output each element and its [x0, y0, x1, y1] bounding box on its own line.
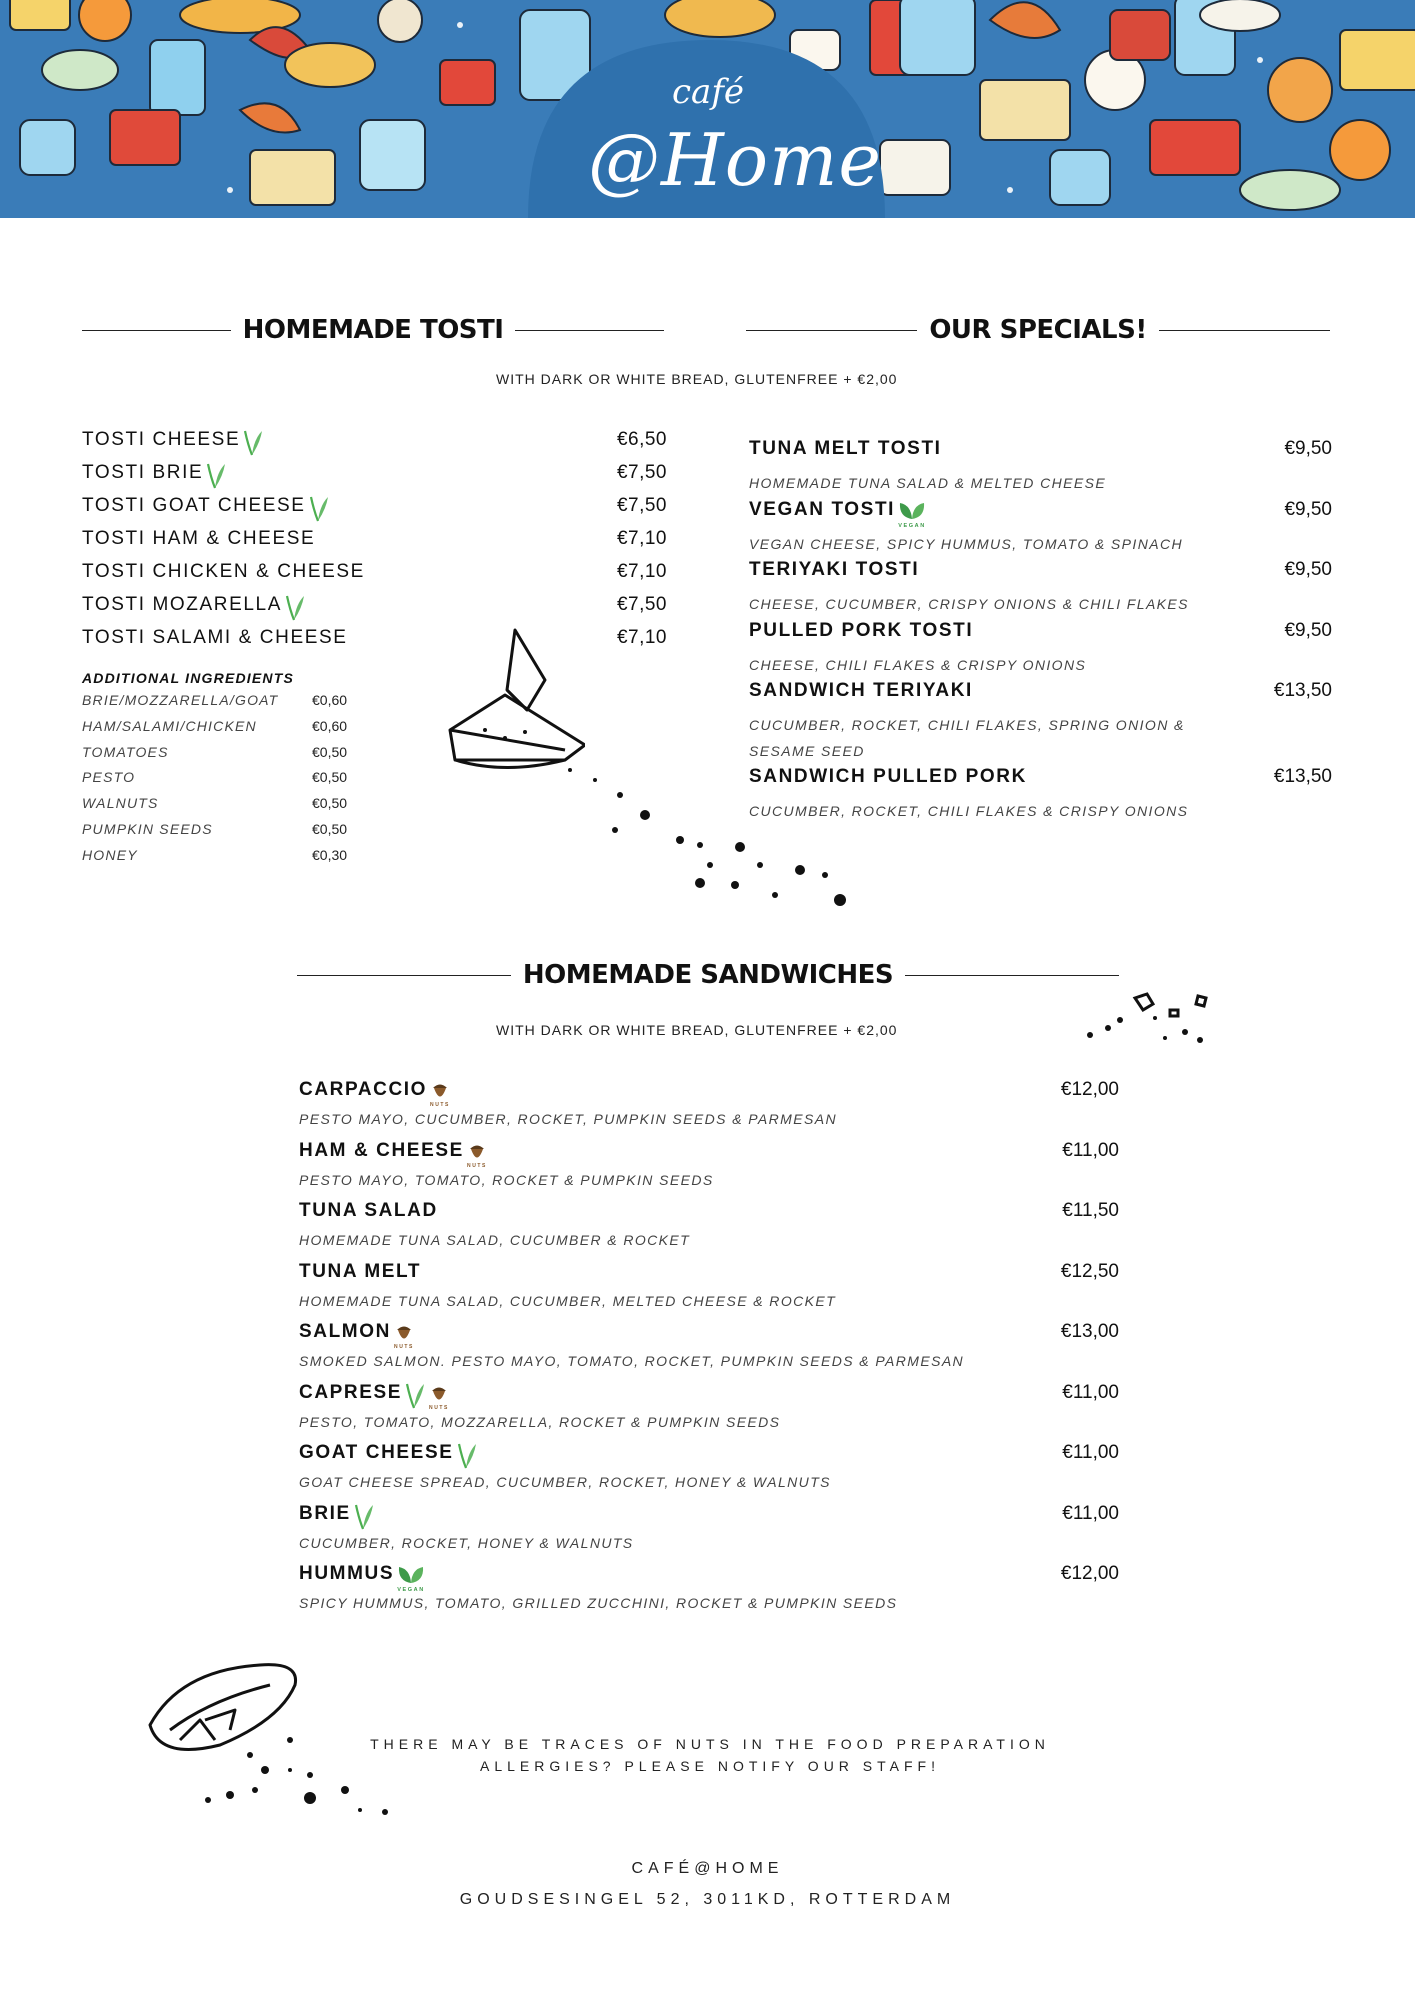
special-item-price: €9,50: [1284, 619, 1332, 641]
additional-item-name: PUMPKIN SEEDS: [82, 820, 213, 837]
tosti-item-price: €7,50: [616, 495, 667, 516]
additional-item: [82, 738, 362, 764]
tosti-item: [82, 491, 667, 524]
additional-item: [82, 841, 362, 867]
additional-item-name: TOMATOES: [82, 743, 169, 760]
tosti-item-name: TOSTI GOAT CHEESE: [82, 495, 330, 523]
nuts-icon: [464, 1140, 488, 1168]
sandwich-item-desc: HOMEMADE TUNA SALAD, CUCUMBER & ROCKET: [299, 1232, 691, 1248]
sandwich-item-desc: PESTO MAYO, CUCUMBER, ROCKET, PUMPKIN SEEDS & PARMESAN: [299, 1111, 837, 1127]
tosti-item-price: €7,50: [616, 462, 667, 483]
additional-item-price: €0,30: [312, 846, 348, 863]
sandwich-item: [299, 1499, 1119, 1560]
sandwiches-bread-note: WITH DARK OR WHITE BREAD, GLUTENFREE + €2,00: [496, 1022, 898, 1038]
special-item: [749, 676, 1332, 762]
tosti-item-price: €7,10: [616, 561, 667, 582]
additional-item-price: €0,60: [312, 717, 348, 734]
special-item: [749, 434, 1332, 495]
crumbs-doodle: [550, 765, 880, 915]
sandwich-item-name: CAPRESE NUTS: [299, 1381, 450, 1410]
sandwiches-list: [299, 1075, 1119, 1620]
additional-item-price: €0,60: [312, 692, 348, 708]
additional-item: [82, 686, 362, 712]
tosti-item: [82, 557, 667, 590]
sandwich-item: [299, 1559, 1119, 1620]
sandwich-item: [299, 1317, 1119, 1378]
sandwich-item: [299, 1257, 1119, 1318]
special-item: [749, 555, 1332, 616]
svg-text:VEGAN: VEGAN: [397, 1587, 425, 1593]
sandwiches-heading: [297, 960, 1119, 990]
additional-item-name: WALNUTS: [82, 795, 159, 812]
additional-item-name: BRIE/MOZZARELLA/GOAT: [82, 692, 279, 708]
tosti-item-name: TOSTI CHICKEN & CHEESE: [82, 561, 365, 582]
additional-title: ADDITIONAL INGREDIENTS: [82, 670, 295, 686]
special-item-name: SANDWICH PULLED PORK: [749, 766, 1027, 787]
tosti-item-price: €7,10: [616, 528, 667, 549]
sandwich-item-price: €11,00: [1062, 1502, 1119, 1524]
sandwich-item: [299, 1438, 1119, 1499]
svg-text:NUTS: NUTS: [430, 1102, 451, 1107]
sandwich-item-name: CARPACCIO NUTS: [299, 1079, 451, 1107]
nuts-icon: [427, 1079, 451, 1107]
heading-rule: [297, 975, 511, 976]
crumbs-doodle: [1080, 990, 1210, 1050]
sandwich-item-desc: PESTO MAYO, TOMATO, ROCKET & PUMPKIN SEEDS: [299, 1171, 714, 1188]
vegan-icon: [394, 1563, 426, 1593]
allergy-notice: [330, 1733, 1090, 1777]
additional-item-price: €0,50: [312, 820, 348, 837]
bread-note: WITH DARK OR WHITE BREAD, GLUTENFREE + €2,00: [496, 371, 898, 387]
notice-line-1: THERE MAY BE TRACES OF NUTS IN THE FOOD PREPARATION: [370, 1736, 1050, 1752]
special-item: [749, 616, 1332, 677]
sandwich-item: [299, 1196, 1119, 1257]
tosti-item-name: TOSTI MOZARELLA: [82, 594, 306, 622]
sandwich-item-name: BRIE: [299, 1503, 375, 1531]
special-item-desc: HOMEMADE TUNA SALAD & MELTED CHEESE: [749, 475, 1107, 491]
additional-item-name: PESTO: [82, 769, 136, 786]
vegetarian-leaf-icon: [351, 1503, 375, 1524]
additional-ingredients: [82, 670, 362, 867]
sandwich-item-name: TUNA SALAD: [299, 1200, 438, 1221]
logo-cafe-text: café: [672, 72, 745, 112]
tosti-item-name: TOSTI BRIE: [82, 462, 227, 490]
sandwich-item-price: €11,50: [1062, 1200, 1119, 1221]
special-item-price: €13,50: [1273, 766, 1332, 787]
sandwich-item-name: TUNA MELT: [299, 1260, 422, 1282]
tosti-heading-text: HOMEMADE TOSTI: [242, 315, 504, 345]
additional-item: [82, 815, 362, 841]
sandwich-item-price: €11,00: [1062, 1442, 1119, 1463]
sandwich-item-name: GOAT CHEESE: [299, 1442, 478, 1470]
specials-heading-text: OUR SPECIALS!: [929, 315, 1147, 345]
heading-rule: [82, 330, 231, 331]
sandwich-item-price: €12,00: [1060, 1079, 1119, 1100]
special-item-desc: CUCUMBER, ROCKET, CHILI FLAKES, SPRING ONION & SESAME SEED: [749, 717, 1185, 759]
special-item-desc: VEGAN CHEESE, SPICY HUMMUS, TOMATO & SPINACH: [749, 535, 1183, 552]
svg-text:NUTS: NUTS: [466, 1162, 487, 1168]
special-item-price: €13,50: [1273, 680, 1332, 701]
heading-rule: [746, 330, 917, 331]
special-item: [749, 495, 1332, 556]
notice-line-2: ALLERGIES? PLEASE NOTIFY OUR STAFF!: [479, 1758, 940, 1774]
tosti-item: [82, 524, 667, 557]
special-item-desc: CHEESE, CUCUMBER, CRISPY ONIONS & CHILI FLAKES: [749, 596, 1189, 612]
special-item-name: TERIYAKI TOSTI: [749, 559, 920, 580]
sandwich-item-desc: PESTO, TOMATO, MOZZARELLA, ROCKET & PUMPKIN SEEDS: [299, 1413, 781, 1430]
svg-text:NUTS: NUTS: [393, 1344, 414, 1349]
sandwich-item-desc: HOMEMADE TUNA SALAD, CUCUMBER, MELTED CHEESE & ROCKET: [299, 1292, 837, 1309]
svg-text:VEGAN: VEGAN: [898, 522, 926, 529]
additional-item: [82, 712, 362, 738]
sandwich-item-desc: GOAT CHEESE SPREAD, CUCUMBER, ROCKET, HONEY & WALNUTS: [299, 1474, 831, 1490]
additional-item-name: HAM/SALAMI/CHICKEN: [82, 717, 257, 734]
special-item-price: €9,50: [1284, 438, 1332, 459]
header-banner: [0, 0, 1415, 218]
footer-name: CAFÉ@HOME: [631, 1860, 784, 1877]
sandwich-item-name: HAM & CHEESE NUTS: [299, 1139, 487, 1168]
sandwich-item-desc: SMOKED SALMON. PESTO MAYO, TOMATO, ROCKET, PUMPKIN SEEDS & PARMESAN: [299, 1353, 965, 1369]
tosti-item-name: TOSTI CHEESE: [82, 429, 264, 457]
tosti-item-name: TOSTI SALAMI & CHEESE: [82, 627, 348, 648]
heading-rule: [1159, 330, 1330, 331]
vegan-icon: [895, 499, 927, 529]
footer: [300, 1853, 1115, 1915]
vegetarian-leaf-icon: [306, 495, 330, 516]
special-item-name: PULLED PORK TOSTI: [749, 619, 974, 641]
additional-item-price: €0,50: [312, 743, 348, 760]
additional-item: [82, 789, 362, 815]
additional-item-name: HONEY: [82, 846, 138, 863]
special-item-desc: CHEESE, CHILI FLAKES & CRISPY ONIONS: [749, 656, 1087, 673]
vegetarian-leaf-icon: [454, 1442, 478, 1463]
sandwich-item-name: SALMON NUTS: [299, 1321, 414, 1349]
heading-rule: [905, 975, 1119, 976]
heading-rule: [515, 330, 664, 331]
nuts-icon: [391, 1321, 415, 1349]
special-item-price: €9,50: [1284, 498, 1332, 520]
sandwich-item-desc: SPICY HUMMUS, TOMATO, GRILLED ZUCCHINI, ROCKET & PUMPKIN SEEDS: [299, 1595, 898, 1611]
sandwich-item-price: €13,00: [1060, 1321, 1119, 1342]
sandwich-item: [299, 1075, 1119, 1136]
sandwich-item: [299, 1136, 1119, 1197]
special-item-desc: CUCUMBER, ROCKET, CHILI FLAKES & CRISPY ONIONS: [749, 803, 1189, 819]
toastie-doodle-icon: [445, 620, 585, 785]
tosti-item: [82, 425, 667, 458]
tosti-item: [82, 590, 667, 623]
special-item-price: €9,50: [1284, 559, 1332, 580]
additional-item-price: €0,50: [312, 795, 348, 812]
additional-item: [82, 763, 362, 789]
footer-address: GOUDSESINGEL 52, 3011KD, ROTTERDAM: [459, 1891, 956, 1908]
sandwich-item: [299, 1378, 1119, 1439]
svg-text:NUTS: NUTS: [429, 1404, 450, 1410]
sandwich-item-name: HUMMUS VEGAN: [299, 1563, 425, 1593]
special-item-name: TUNA MELT TOSTI: [749, 438, 942, 459]
special-item-name: SANDWICH TERIYAKI: [749, 680, 973, 701]
tosti-item-price: €6,50: [616, 429, 667, 450]
vegetarian-leaf-icon: [402, 1382, 426, 1403]
vegetarian-leaf-icon: [203, 462, 227, 483]
specials-heading: [746, 315, 1330, 345]
vegetarian-leaf-icon: [282, 594, 306, 615]
sandwiches-heading-text: HOMEMADE SANDWICHES: [522, 960, 894, 990]
sandwich-item-price: €12,50: [1060, 1260, 1119, 1282]
tosti-heading: [82, 315, 664, 345]
sandwich-item-desc: CUCUMBER, ROCKET, HONEY & WALNUTS: [299, 1534, 634, 1551]
special-item-name: VEGAN TOSTI VEGAN: [749, 498, 926, 529]
additional-item-price: €0,50: [312, 769, 348, 786]
vegetarian-leaf-icon: [240, 429, 264, 450]
sandwich-item-price: €11,00: [1062, 1381, 1119, 1403]
nuts-icon: [426, 1382, 450, 1410]
sandwich-item-price: €12,00: [1060, 1563, 1119, 1584]
tosti-item-price: €7,10: [616, 627, 667, 648]
tosti-item: [82, 458, 667, 491]
sandwich-item-price: €11,00: [1062, 1139, 1119, 1161]
tosti-item-price: €7,50: [616, 594, 667, 615]
tosti-item-name: TOSTI HAM & CHEESE: [82, 528, 316, 549]
logo-home-text: @Home: [588, 118, 883, 202]
